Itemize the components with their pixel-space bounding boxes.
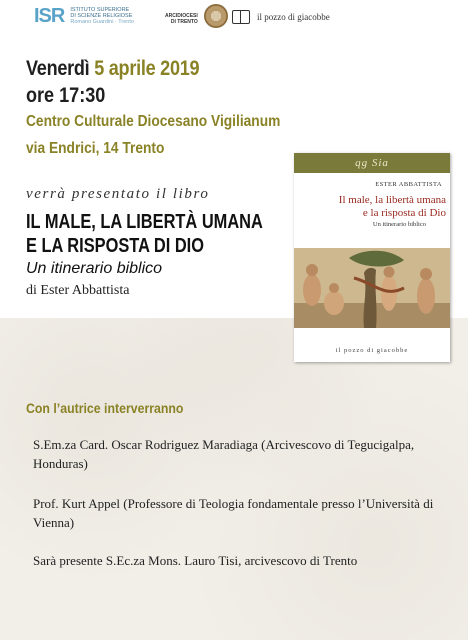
event-date xyxy=(26,57,199,81)
book-cover xyxy=(294,153,450,362)
issr-line2: DI SCIENZE RELIGIOSE xyxy=(70,12,133,19)
cover-publisher-logo xyxy=(355,157,389,169)
cover-title xyxy=(308,194,446,219)
pozzo-logo xyxy=(232,10,330,24)
book-title-line2: E LA RISPOSTA DI DIO xyxy=(26,235,204,257)
arcidiocesi-line1: ARCIDIOCESI xyxy=(165,13,198,19)
cover-painting xyxy=(294,248,450,328)
issr-line1: ISTITUTO SUPERIORE xyxy=(70,6,130,13)
arcidiocesi-logo xyxy=(165,4,228,28)
arcidiocesi-logo-text xyxy=(165,13,198,25)
book-title-line1: IL MALE, LA LIBERTÀ UMANA xyxy=(26,211,263,233)
cover-title-line2: e la risposta di Dio xyxy=(362,206,446,219)
event-date-value: 5 aprile 2019 xyxy=(94,57,200,80)
event-venue: Centro Culturale Diocesano Vigilianum xyxy=(26,113,281,130)
open-book-icon xyxy=(232,10,250,24)
speaker-item: Sarà presente S.Ec.za Mons. Lauro Tisi, arcivescovo di Trento xyxy=(33,553,358,568)
event-time: ore 17:30 xyxy=(26,84,106,107)
event-address: via Endrici, 14 Trento xyxy=(26,140,165,157)
speaker-item: Prof. Kurt Appel (Professore di Teologia fondamentale presso l’Università di Vienna) xyxy=(33,496,434,530)
fresco-illustration xyxy=(294,248,450,328)
issr-mark: ISR xyxy=(34,5,65,27)
book-title xyxy=(26,210,263,258)
cover-top-band xyxy=(294,153,450,173)
book-author: di Ester Abbattista xyxy=(26,283,130,298)
arcidiocesi-line2: DI TRENTO xyxy=(170,19,198,25)
cover-title-line1: Il male, la libertà umana xyxy=(338,194,446,206)
event-day: Venerdì xyxy=(26,57,90,80)
cover-logo-text: qg Sia xyxy=(355,157,389,169)
textured-background-band xyxy=(0,318,468,640)
issr-line3: Romano Guardini · Trento xyxy=(70,19,134,26)
book-intro: verrà presentato il libro xyxy=(26,186,210,202)
issr-logo xyxy=(34,6,160,26)
diocese-seal-icon xyxy=(204,4,228,28)
cover-publisher: il pozzo di giacobbe xyxy=(335,347,409,354)
pozzo-logo-text: il pozzo di giacobbe xyxy=(257,12,330,22)
cover-author: ESTER ABBATTISTA xyxy=(375,181,442,188)
cover-subtitle: Un itinerario biblico xyxy=(372,221,426,228)
speakers-heading: Con l’autrice interverranno xyxy=(26,400,184,416)
speaker-item: S.Em.za Card. Oscar Rodriguez Maradiaga (Arcivescovo di Tegucigalpa, Honduras) xyxy=(33,437,415,471)
issr-logo-text xyxy=(70,7,160,26)
book-subtitle: Un itinerario biblico xyxy=(26,260,163,277)
